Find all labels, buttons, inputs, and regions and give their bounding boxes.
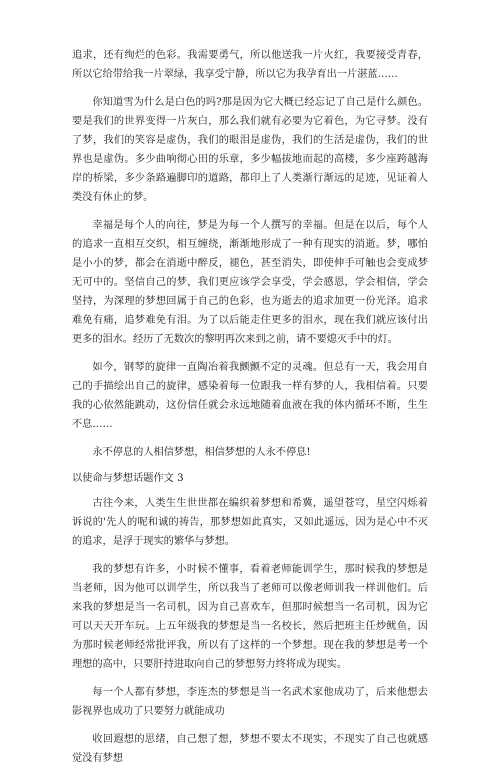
paragraph-5: 永不停息的人相信梦想，相信梦想的人永不停息! [92, 447, 311, 458]
paragraph-9: 收回遐想的思绪，自己想了想，梦想不要太不现实，不现实了自己也就感觉没有梦想 [72, 734, 428, 764]
paragraph-1: 追求，还有绚烂的色彩。我需要勇气，所以他送我一片火红，我要接受青春，所以它给带给我一片翠绿，我享受宁静，所以它为我孕育出一片湛蓝…… [72, 50, 428, 80]
document-body [72, 46, 428, 777]
section-heading: 以使命与梦想话题作文 3 [72, 473, 184, 484]
paragraph-7: 我的梦想有许多，小时候不懂事，看着老师能训学生，那时候我的梦想是当老师，因为他可以训学生，所以我当了老师可以像老师训我一样训他们。后来我的梦想是当一名司机，因为自己喜欢车，但那时候想当一名司机，因为它可以天天开车玩。上五年级我的梦想是当一名校长，然后把班主任炒鱿鱼，因为那时候老师经常批评我，所以有了这样的一个梦想。现在我的梦想是考一个理想的高中，只要肝持进取向自己的梦想努力终将成为现实。 [72, 564, 428, 670]
paragraph-8: 每一个人都有梦想，李连杰的梦想是当一名武术家他成功了，后来他想去影视界也成功了只要努力就能成功 [72, 687, 428, 717]
paragraph-6: 古往今来，人类生生世世都在编织着梦想和希冀，遥望苍穹，星空闪烁着诉说的'先人的呢和诚的祷告，那梦想如此真实，又如此遥远，因为是心中不灭的追求，是浮于现实的繁华与梦想。 [72, 498, 428, 547]
paragraph-4: 如今，钢琴的旋律一直陶冶着我颤颤不定的灵魂。但总有一天，我会用自己的手描绘出自己的旋律，感染着每一位跟我一样有梦的人，我相信着。只要我的心依然能跳动，这份信任就会永远地随着血液在我的体内循环不断，生生不息…… [72, 362, 428, 430]
paragraph-3: 幸福是每个人的向往，梦是为每一个人撰写的幸福。但是在以后，每个人的追求一直相互交织，相互缠绕，渐渐地形成了一种有现实的消逝。梦，哪怕是小小的梦，都会在消逝中醉反，褪色，甚至消失，即使伸手可触也会变成梦无可中的。坚信自己的梦，我们更应该学会享受，学会感恩，学会相信，学会坚持，为深理的梦想回属于自己的色彩，也为逝去的追求加更一份光泽。追求难免有痛，追梦难免有泪。为了以后能走住更多的泪水，现在我们就应该付出更多的泪水。经历了无数次的黎明再次来到之前，请不要熄灭手中的灯。 [72, 220, 428, 345]
paragraph-2: 你知道雪为什么是白色的吗?那是因为它大概已经忘记了自己是什么颜色。要是我们的世界变得一片灰白，那么我们就有必要为它着色，为它寻梦。没有了梦，我们的笑容是虚伪，我们的眼泪是虚伪，我们的生活是虚伪，我们的世界也是虚伪。多少曲响彻心田的乐章，多少幅拔地而起的高楼，多少座跨越海岸的桥梁，多少条路遍脚印的道路，都印上了人类渐行渐远的足迹，见证着人类没有休止的梦。 [72, 97, 428, 203]
